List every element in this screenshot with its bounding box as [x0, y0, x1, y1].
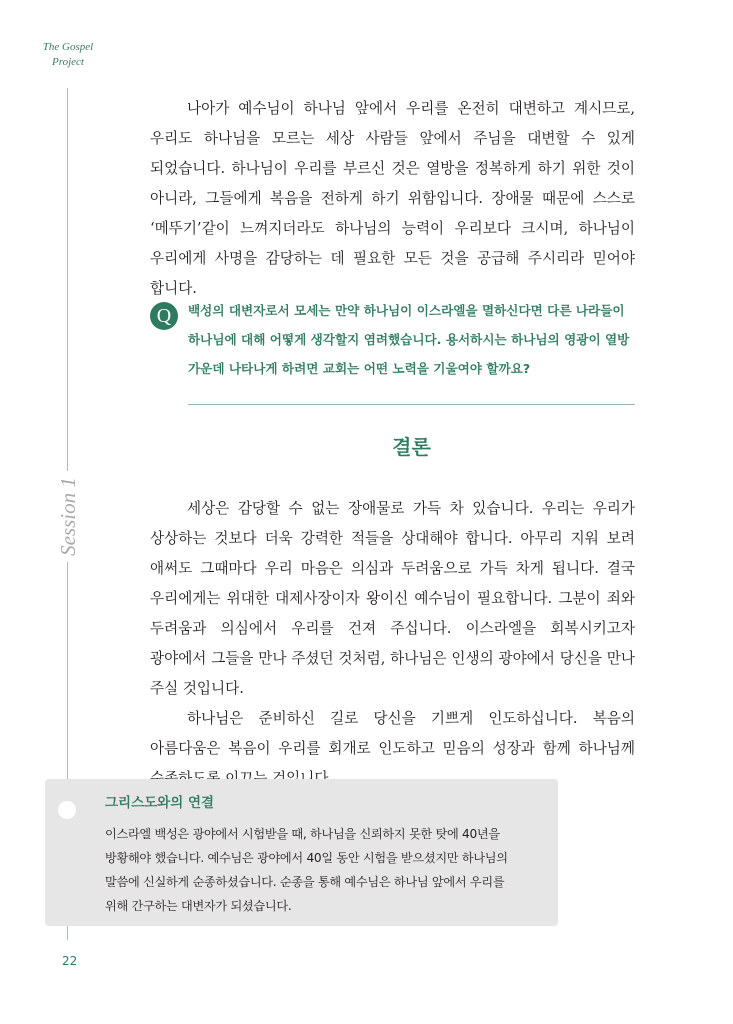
body-section-top: [150, 94, 635, 304]
christ-connection-text: 이스라엘 백성은 광야에서 시험받을 때, 하나님을 신뢰하지 못한 탓에 40년을 방황해야 했습니다. 예수님은 광야에서 40일 동안 시험을 받으셨지만 하나님의 말씀에 신실하게 순종하셨습니다. 순종을 통해 예수님은 하나님 앞에서 우리를 위해 간구하는 대변자가 되셨습니다.: [105, 827, 508, 913]
page-number: 22: [62, 954, 78, 968]
box-notch-icon: [58, 801, 76, 819]
christ-connection-title: 그리스도와의 연결: [105, 795, 215, 811]
brand-line-2: Project: [52, 56, 84, 68]
body-paragraph: 나아가 예수님이 하나님 앞에서 우리를 온전히 대변하고 계시므로, 우리도 하나님을 모르는 세상 사람들 앞에서 주님을 대변할 수 있게 되었습니다. 하나님이 우리를 부르신 것은 열방을 정복하게 하기 위한 것이 아니라, 그들에게 복음을 전하게 하기 위함입니다. 장애물 때문에 스스로 ‘메뚜기’같이 느껴지더라도 하나님의 능력이 우리보다 크시며, 하나님이 우리에게 사명을 감당하는 데 필요한 모든 것을 공급해 주시리라 믿어야 합니다.: [150, 100, 635, 297]
brand-line-1: The Gospel: [42, 41, 94, 53]
conclusion-body: [150, 494, 635, 794]
session-label-wrap: [28, 476, 108, 556]
conclusion-paragraph-2: 하나님은 준비하신 길로 당신을 기쁘게 인도하십니다. 복음의 아름다움은 복음이 우리를 회개로 인도하고 믿음의 성장과 함께 하나님께: [150, 710, 635, 757]
discussion-question: [150, 296, 635, 383]
conclusion-paragraph-1: 세상은 감당할 수 없는 장애물로 가득 차 있습니다. 우리는 우리가 상상하는 것보다 더욱 강력한 적들을 상대해야 합니다. 아무리 지워 보려 애써도 그때마다 우리 마음은 의심과 두려움으로 가득 차게 됩니다. 결국 우리에게는 위대한 대제사장이자 왕이신 예수님이 필요합니다. 그분이 죄와 두려움과 의심에서 우리를 건져 주십니다. 이스라엘을 회복시키고자 광야에서 그들을 만나 주셨던 것처럼, 하나님은 인생의 광야에서 당신을 만나 주실 것입니다.: [150, 500, 635, 697]
session-label: Session 1: [52, 471, 85, 562]
question-marker-icon: Q: [150, 302, 178, 330]
brand-logo: [30, 40, 106, 70]
question-text: 백성의 대변자로서 모세는 만약 하나님이 이스라엘을 멸하신다면 다른 나라들이 하나님에 대해 어떻게 생각할지 염려했습니다. 용서하시는 하나님의 영광이 열방 가운데 나타나게 하려면 교회는 어떤 노력을 기울여야 할까요?: [188, 303, 630, 376]
section-divider: [188, 404, 635, 405]
conclusion-title: 결론: [392, 435, 431, 459]
